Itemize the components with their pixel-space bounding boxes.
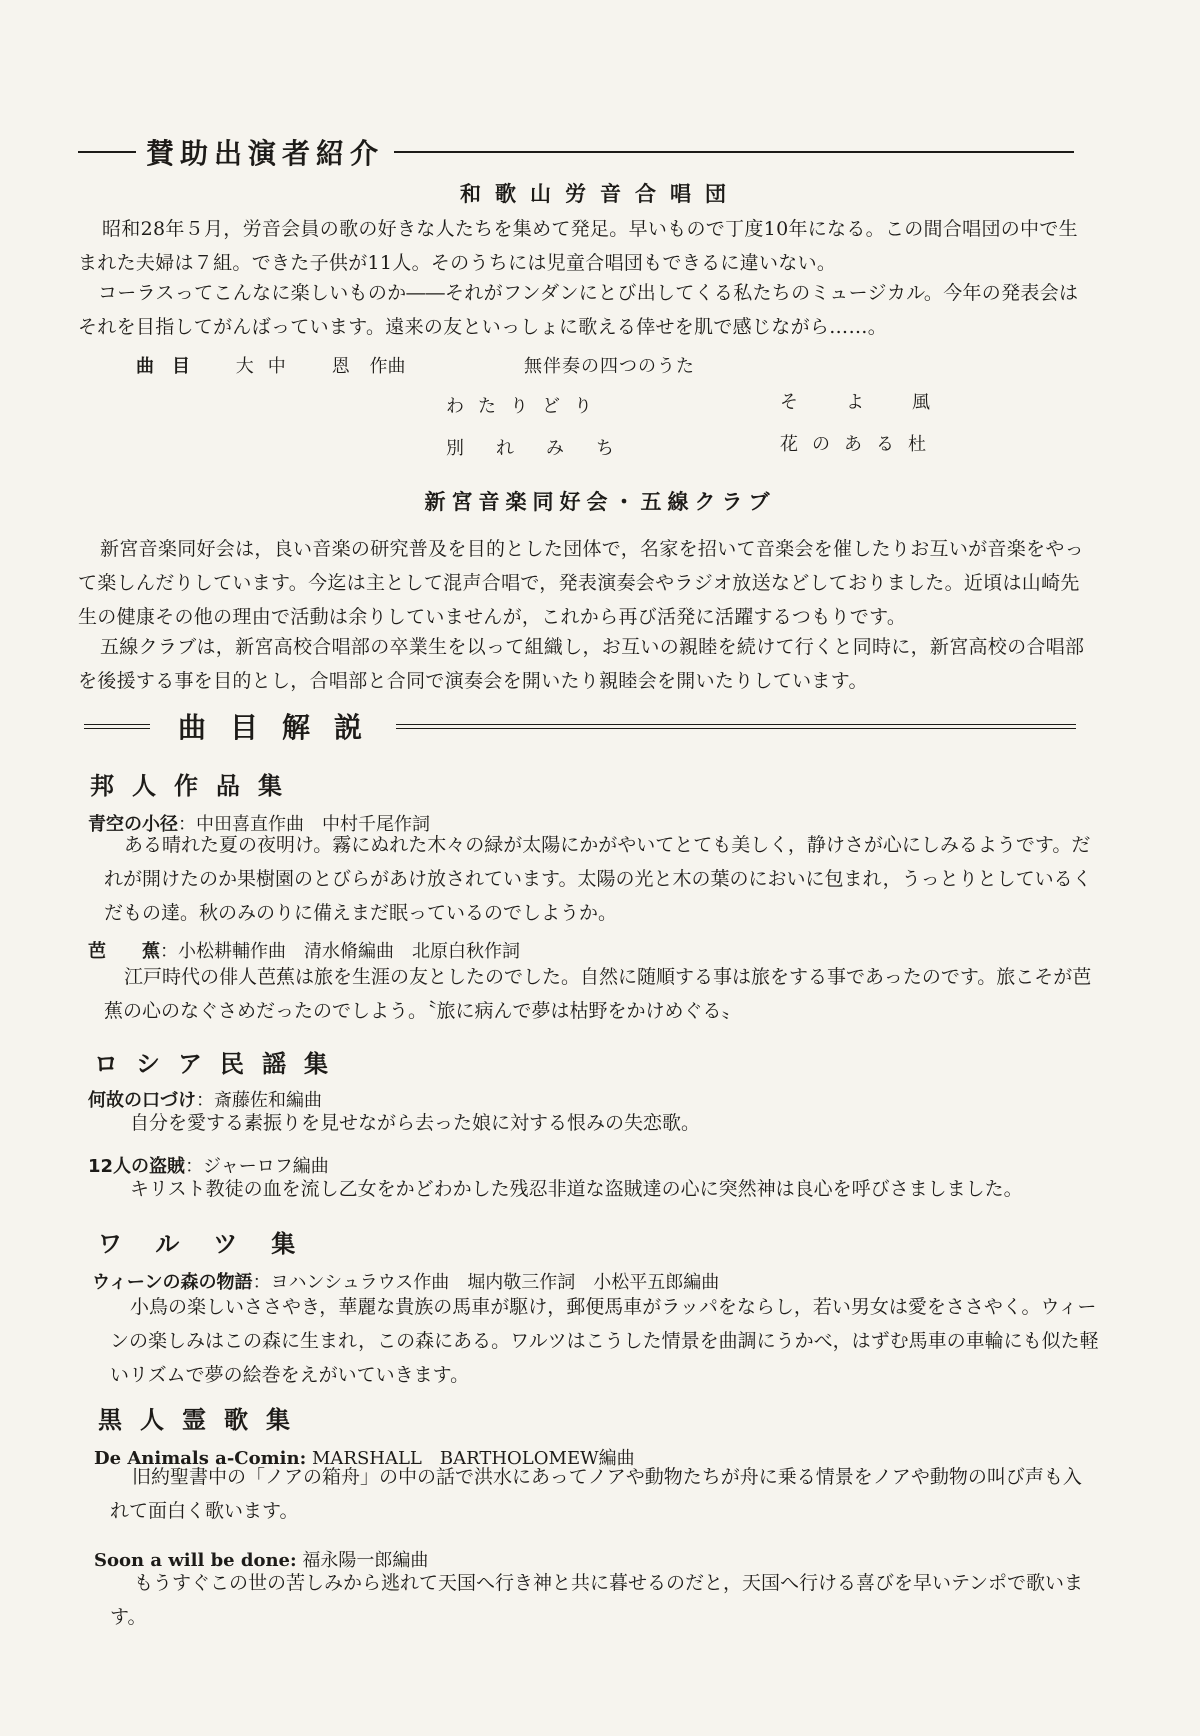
song-credits: ：小松耕輔作曲 清水脩編曲 北原白秋作詞: [160, 941, 520, 962]
heading-dash: [78, 151, 136, 153]
song-credits: ：ジャーロフ編曲: [185, 1156, 329, 1177]
song-credits: ：ヨハンシュラウス作曲 堀内敬三作詞 小松平五郎編曲: [252, 1272, 720, 1293]
shingu-para-2: 五線クラブは，新宮高校合唱部の卒業生を以って組織し，お互いの親睦を続けて行くと同時に，新宮高校の合唱部を後援する事を目的とし，合唱部と合同で演奏会を開いたり親睦会を開いたりしています。: [78, 636, 1085, 692]
wakayama-choir-name: 和歌山労音合唱団: [460, 182, 740, 206]
song-description: 小鳥の楽しいささやき，華麗な貴族の馬車が駆け，郵便馬車がラッパをならし，若い男女は愛をささやく。ウィーンの楽しみはこの森に生まれ，この森にある。ワルツはこうした情景を曲調にうかべ，はずむ馬車の車輪にも似た軽いリズムで夢の絵巻をえがいていきます。: [110, 1296, 1099, 1386]
heading-rule: [394, 151, 1074, 153]
heading-double-dash: [84, 724, 150, 729]
song-credits: ：中田喜直作曲 中村千尾作詞: [178, 814, 430, 835]
song-description: キリスト教徒の血を流し乙女をかどわかした残忍非道な盗賊達の心に突然神は良心を呼びさましました。: [130, 1178, 1023, 1200]
song-name: De Animals a-Comin:: [94, 1448, 307, 1469]
wakayama-program: [136, 352, 405, 378]
song-name: ウィーンの森の物語: [92, 1272, 253, 1293]
composer-suffix: 作曲: [369, 356, 406, 377]
wakayama-para-1: 昭和28年５月，労音会員の歌の好きな人たちを集めて発足。早いもので丁度10年になる。この間合唱団の中で生まれた夫婦は７組。できた子供が11人。そのうちには児童合唱団もできるに違いない。: [78, 218, 1078, 274]
sponsors-heading: 賛助出演者紹介: [146, 137, 385, 170]
suite-title: 無伴奏の四つのうた: [524, 356, 695, 377]
song-credits: MARSHALL BARTHOLOMEW編曲: [306, 1448, 635, 1469]
song-description: 自分を愛する素振りを見せながら去った娘に対する恨みの失恋歌。: [130, 1112, 701, 1134]
song-description: ある晴れた夏の夜明け。霧にぬれた木々の緑が太陽にかがやいてとても美しく，静けさが心にしみるようです。だれが開けたのか果樹園のとびらがあけ放されています。太陽の光と木の葉のにおいに包まれ，うっとりとしているくだもの達。秋のみのりに備えまだ眠っているのでしようか。: [104, 834, 1092, 924]
composer-name: 大中 恩: [235, 356, 364, 377]
song-name: 青空の小径: [88, 814, 178, 835]
shingu-club-name: 新宮音楽同好会・五線クラブ: [424, 490, 776, 514]
shingu-para-1: 新宮音楽同好会は，良い音楽の研究普及を目的とした団体で，名家を招いて音楽会を催したりお互いが音楽をやって楽しんだりしています。今迄は主として混声合唱で，発表演奏会やラジオ放送などしておりました。近頃は山崎先生の健康その他の理由で活動は余りしていませんが，これから再び活発に活躍するつもりです。: [78, 538, 1084, 628]
sponsors-heading-row: [78, 132, 1080, 172]
song-credits: ：斎藤佐和編曲: [196, 1090, 322, 1111]
song-1: わたりどり: [446, 396, 606, 417]
program-label: 曲目: [136, 356, 208, 377]
song-credits: 福永陽一郎編曲: [296, 1550, 429, 1571]
category-title: 黒人霊歌集: [98, 1406, 308, 1434]
song-description: もうすぐこの世の苦しみから逃れて天国へ行き神と共に暮せるのだと，天国へ行ける喜びを早いテンポで歌います。: [110, 1572, 1084, 1628]
category-title: 邦人作品集: [90, 772, 300, 800]
category-title: ワルツ集: [98, 1230, 330, 1258]
song-2: そよ風: [780, 392, 978, 413]
song-3: 別れみち: [446, 438, 646, 459]
category-title: ロシア民謡集: [94, 1050, 346, 1078]
song-name: Soon a will be done:: [94, 1550, 297, 1571]
wakayama-para-2: コーラスってこんなに楽しいものか――それがフンダンにとび出してくる私たちのミュージカル。今年の発表会はそれを目指してがんばっています。遠来の友といっしょに歌える倖せを肌で感じながら……。: [78, 282, 1079, 338]
song-name: 何故の口づけ: [88, 1090, 196, 1111]
notes-heading-row: [84, 706, 1089, 746]
song-description: 旧約聖書中の「ノアの箱舟」の中の話で洪水にあってノアや動物たちが舟に乗る情景をノアや動物の叫び声も入れて面白く歌います。: [110, 1466, 1082, 1522]
song-4: 花のある杜: [780, 434, 940, 455]
song-description: 江戸時代の俳人芭蕉は旅を生涯の友としたのでした。自然に随順する事は旅をする事であったのです。旅こそが芭蕉の心のなぐさめだったのでしよう。〝旅に病んで夢は枯野をかけめぐる〟: [104, 966, 1092, 1022]
song-name: 12人の盗賊: [88, 1156, 186, 1177]
heading-double-rule: [396, 724, 1076, 729]
notes-heading: 曲目解説: [178, 711, 387, 744]
song-name: 芭 蕉: [88, 941, 160, 962]
